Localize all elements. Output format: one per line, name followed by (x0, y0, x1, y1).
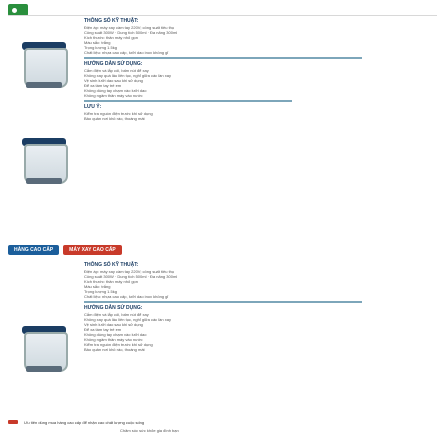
product-section-2 (14, 262, 431, 412)
spec-line: Công suất 300W · Dung tích 500ml · Đa năng 300ml (84, 274, 178, 279)
product-image-2 (16, 134, 74, 186)
spec-block-2 (84, 262, 431, 352)
spec-line: Điện áp: máy xay cầm tay 220V; công suất tiêu thụ (84, 25, 175, 30)
usage-title: HƯỚNG DẪN SỬ DỤNG: (84, 305, 143, 311)
product-image-3 (16, 322, 74, 374)
usage-title: HƯỚNG DẪN SỬ DỤNG: (84, 61, 143, 67)
divider-bar (84, 100, 292, 102)
banner-badge-a: HÀNG CAO CẤP (8, 245, 59, 255)
spec-title: THÔNG SỐ KỸ THUẬT: (84, 262, 139, 268)
header-divider (8, 15, 437, 16)
spec-line: Điện áp: máy xay cầm tay 220V; công suất tiêu thụ (84, 269, 175, 274)
blender-base-icon (26, 178, 62, 184)
divider-bar (84, 57, 362, 59)
usage-line: Bảo quản nơi khô ráo, thoáng mát (84, 347, 145, 352)
spec-line: Trọng lượng 1.5kg (84, 45, 117, 50)
spec-line: Kích thước: thân máy nhỏ gọn (84, 279, 138, 284)
note-title: LƯU Ý: (84, 104, 102, 110)
spec-title: THÔNG SỐ KỸ THUẬT: (84, 18, 139, 24)
banner-row (8, 245, 122, 255)
spec-line: Trọng lượng 1.5kg (84, 289, 117, 294)
usage-line: Không xay quá lâu liên tục, nghỉ giữa các lần xay (84, 73, 171, 78)
spec-block-1 (84, 18, 431, 121)
note-line: Kiểm tra nguồn điện trước khi sử dụng (84, 111, 153, 116)
usage-line: Vệ sinh lưỡi dao sau khi sử dụng (84, 78, 143, 83)
usage-line: Không dùng tay chạm vào lưỡi dao (84, 88, 147, 93)
blender-base-icon (26, 82, 62, 88)
usage-line: Để xa tầm tay trẻ em (84, 327, 122, 332)
spec-line: Chất liệu: nhựa cao cấp, lưỡi dao inox không gỉ (84, 50, 169, 55)
spec-line: Màu sắc: trắng (84, 284, 111, 289)
blender-base-icon (26, 366, 62, 372)
spec-line: Màu sắc: trắng (84, 40, 111, 45)
usage-line: Kiểm tra nguồn điện trước khi sử dụng (84, 342, 153, 347)
usage-line: Không ngâm thân máy vào nước (84, 337, 143, 342)
banner-badge-b: MÁY XAY CAO CẤP (63, 245, 122, 255)
footer-flag-icon (8, 420, 18, 424)
footer-main-text: Ưu tiên dùng mua hàng cao cấp để nhận cao chất lượng cuộc sống (24, 420, 145, 425)
usage-line: Không ngâm thân máy vào nước (84, 93, 143, 98)
footer-note (8, 420, 437, 425)
usage-line: Để xa tầm tay trẻ em (84, 83, 122, 88)
spec-line: Chất liệu: nhựa cao cấp, lưỡi dao inox không gỉ (84, 294, 169, 299)
product-section-1 (14, 18, 431, 218)
note-line: Bảo quản nơi khô ráo, thoáng mát (84, 116, 145, 121)
usage-line: Không dùng tay chạm vào lưỡi dao (84, 332, 147, 337)
usage-line: Cắm điện và lắp cối, bấm nút để xay (84, 312, 149, 317)
spec-line: Kích thước: thân máy nhỏ gọn (84, 35, 138, 40)
footer-sub-text: Chăm sóc sức khỏe gia đình bạn (120, 428, 179, 433)
product-image-1 (16, 38, 74, 90)
usage-line: Vệ sinh lưỡi dao sau khi sử dụng (84, 322, 143, 327)
spec-line: Công suất 300W · Dung tích 500ml · Đa năng 300ml (84, 30, 178, 35)
usage-line: Không xay quá lâu liên tục, nghỉ giữa các lần xay (84, 317, 171, 322)
header-dot-icon (12, 8, 17, 13)
usage-line: Cắm điện và lắp cối, bấm nút để xay (84, 68, 149, 73)
divider-bar (84, 301, 362, 303)
